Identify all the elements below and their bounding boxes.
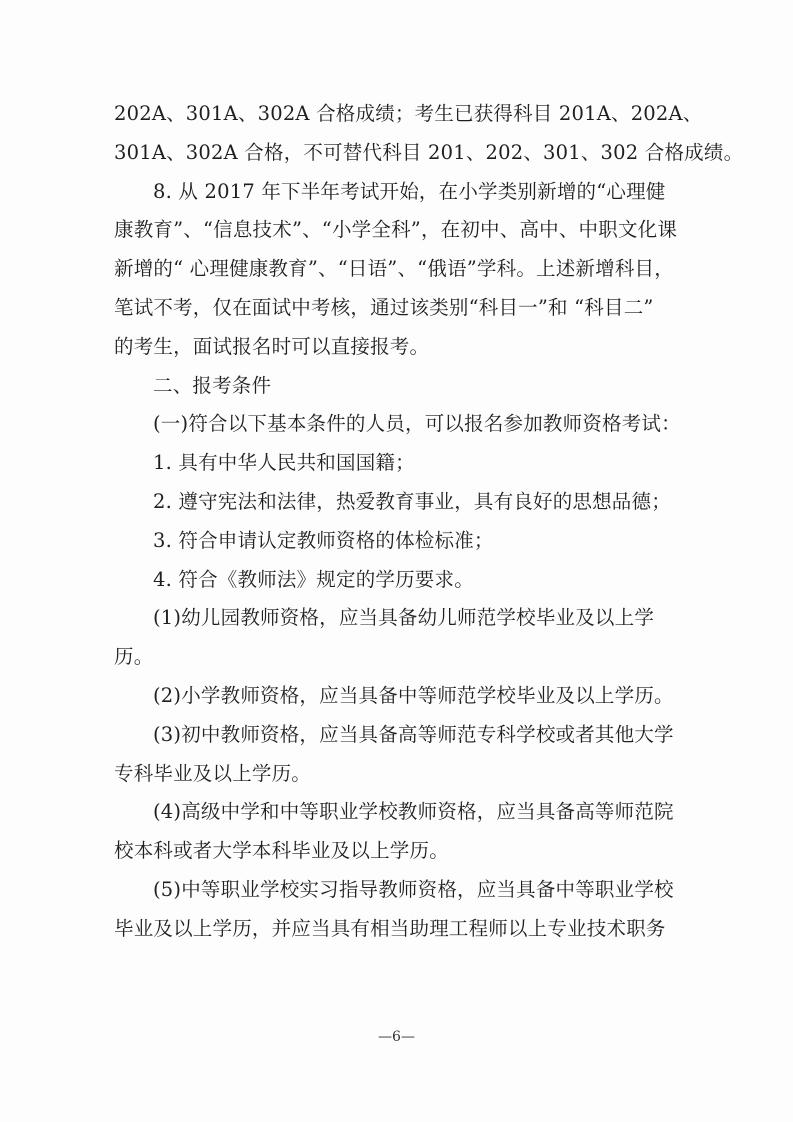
body-line: 历。: [114, 645, 154, 669]
body-line: 8. 从 2017 年下半年考试开始，在小学类别新增的“心理健: [153, 179, 666, 203]
body-line: 202A、301A、302A 合格成绩；考生已获得科目 201A、202A、: [114, 102, 703, 125]
body-line: 毕业及以上学历，并应当具有相当助理工程师以上专业技术职务: [114, 916, 666, 940]
list-item: 2. 遵守宪法和法律，热爱教育事业，具有良好的思想品德；: [153, 489, 671, 513]
body-line: 康教育”、“信息技术”、“小学全科”，在初中、高中、中职文化课: [114, 218, 678, 242]
body-line: 的考生，面试报名时可以直接报考。: [114, 334, 430, 358]
body-line: 专科毕业及以上学历。: [114, 761, 312, 785]
body-line: (4)高级中学和中等职业学校教师资格，应当具备高等师范院: [153, 800, 674, 824]
body-line: (一)符合以下基本条件的人员，可以报名参加教师资格考试：: [153, 412, 681, 436]
body-line: (5)中等职业学校实习指导教师资格，应当具备中等职业学校: [153, 877, 674, 901]
document-body: [114, 95, 744, 949]
list-item: 4. 符合《教师法》规定的学历要求。: [153, 567, 474, 591]
body-line: (2)小学教师资格，应当具备中等师范学校毕业及以上学历。: [153, 683, 674, 707]
body-line: (1)幼儿园教师资格，应当具备幼儿师范学校毕业及以上学: [153, 606, 655, 630]
body-line: 笔试不考，仅在面试中考核，通过该类别“科目一”和 “科目二”: [114, 295, 654, 319]
body-line: 新增的“ 心理健康教育”、“日语”、“俄语”学科。上述新增科目，: [114, 257, 674, 281]
body-line: 校本科或者大学本科毕业及以上学历。: [114, 839, 449, 863]
list-item: 3. 符合申请认定教师资格的体检标准；: [153, 528, 494, 552]
body-line: 301A、302A 合格，不可替代科目 201、202、301、302 合格成绩。: [114, 140, 744, 164]
list-item: 1. 具有中华人民共和国国籍；: [153, 451, 415, 475]
body-line: (3)初中教师资格，应当具备高等师范专科学校或者其他大学: [153, 722, 674, 746]
section-heading: 二、报考条件: [153, 373, 272, 397]
page-number: —6—: [378, 1029, 415, 1045]
